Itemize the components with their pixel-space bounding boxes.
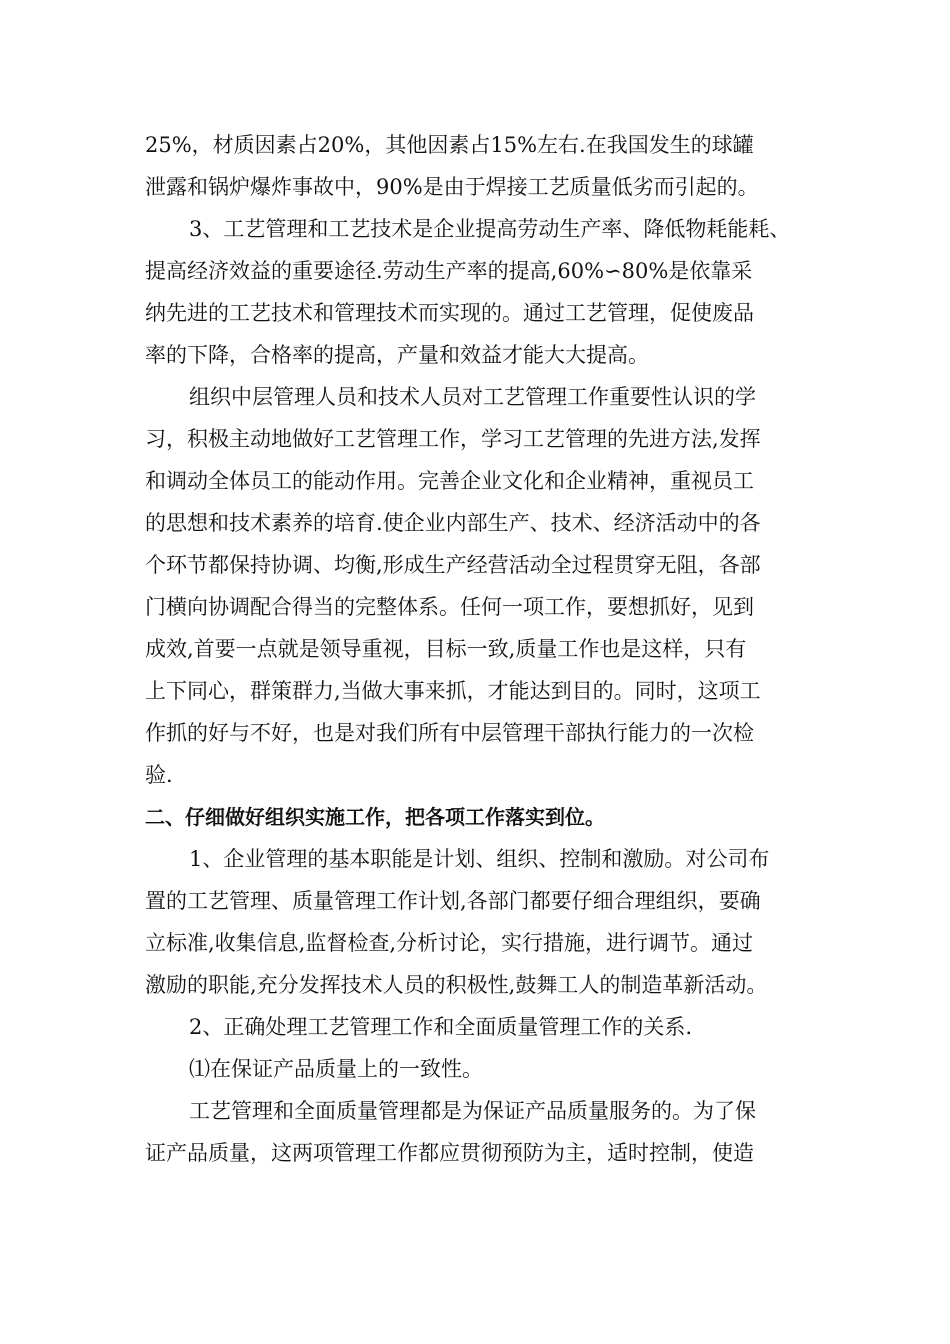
text-line: 1、企业管理的基本职能是计划、组织、控制和激励。对公司布: [189, 847, 770, 871]
text-line: 组织中层管理人员和技术人员对工艺管理工作重要性认识的学: [189, 385, 756, 409]
text-line: 门横向协调配合得当的完整体系。任何一项工作，要想抓好，见到: [145, 595, 754, 619]
text-line: 25%，材质因素占20%，其他因素占15%左右.在我国发生的球罐: [145, 133, 754, 157]
text-line: 3、工艺管理和工艺技术是企业提高劳动生产率、降低物耗能耗、: [189, 217, 791, 241]
text-line: 率的下降，合格率的提高，产量和效益才能大大提高。: [145, 343, 649, 367]
text-line: 个环节都保持协调、均衡,形成生产经营活动全过程贯穿无阻，各部: [145, 553, 761, 577]
text-line: 置的工艺管理、质量管理工作计划,各部门都要仔细合理组织，要确: [145, 889, 761, 913]
text-line: 和调动全体员工的能动作用。完善企业文化和企业精神，重视员工: [145, 469, 754, 493]
text-line: 成效,首要一点就是领导重视，目标一致,质量工作也是这样，只有: [145, 637, 747, 661]
text-line: 验.: [145, 763, 173, 787]
text-line: 泄露和锅炉爆炸事故中，90%是由于焊接工艺质量低劣而引起的。: [145, 175, 759, 199]
text-line: 立标准,收集信息,监督检查,分析讨论，实行措施，进行调节。通过: [145, 931, 754, 955]
text-line: 纳先进的工艺技术和管理技术而实现的。通过工艺管理，促使废品: [145, 301, 754, 325]
text-line: 2、正确处理工艺管理工作和全面质量管理工作的关系.: [189, 1015, 693, 1039]
text-line: 激励的职能,充分发挥技术人员的积极性,鼓舞工人的制造革新活动。: [145, 973, 768, 997]
text-line: 工艺管理和全面质量管理都是为保证产品质量服务的。为了保: [189, 1099, 756, 1123]
text-line: 习，积极主动地做好工艺管理工作，学习工艺管理的先进方法,发挥: [145, 427, 761, 451]
text-line: ⑴在保证产品质量上的一致性。: [189, 1057, 483, 1081]
section-heading: 二、仔细做好组织实施工作，把各项工作落实到位。: [145, 805, 605, 829]
text-line: 的思想和技术素养的培育.使企业内部生产、技术、经济活动中的各: [145, 511, 761, 535]
text-line: 提高经济效益的重要途径.劳动生产率的提高,60%∽80%是依靠采: [145, 259, 753, 283]
text-line: 证产品质量，这两项管理工作都应贯彻预防为主，适时控制，使造: [145, 1141, 754, 1165]
text-line: 作抓的好与不好，也是对我们所有中层管理干部执行能力的一次检: [145, 721, 754, 745]
text-line: 上下同心，群策群力,当做大事来抓，才能达到目的。同时，这项工: [145, 679, 761, 703]
